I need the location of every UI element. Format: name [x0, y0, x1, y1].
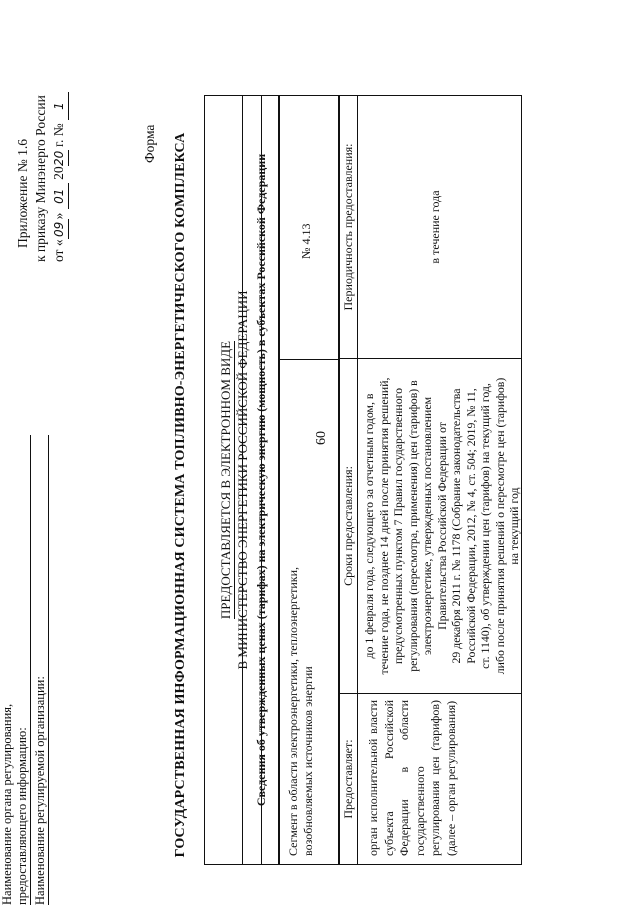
annex-block [14, 92, 69, 262]
deadline-line: Правительства Российской Федерации от [434, 422, 449, 630]
forma-label: Форма [142, 124, 157, 163]
annex-day: 09 [50, 219, 69, 239]
page-number: 60 [314, 431, 329, 445]
annex-number-label: г. № [51, 123, 66, 148]
deadline-line: Российской Федерации, 2012, № 4, ст. 504; 2019, № 11, [463, 388, 478, 664]
regulator-name-field[interactable]: предоставляющего информацию: [15, 435, 31, 905]
header-provider: Предоставляет: [340, 694, 358, 864]
annex-month: 01 [50, 183, 69, 209]
deadline-line: предусмотренных пунктом 7 Правил государственного [391, 387, 405, 665]
annex-order: к приказу Минэнерго России [33, 95, 48, 263]
annex-date-mid: » [51, 212, 66, 220]
deadline-line: регулирования (пересмотра, применения) цен (тарифов) в [405, 380, 420, 672]
info-table [339, 95, 522, 865]
segment-number: № 4.13 [299, 223, 313, 259]
header-deadline: Сроки предоставления: [340, 359, 358, 693]
annex-date-prefix: от « [51, 239, 66, 263]
segment-text: Сегмент в области электроэнергетики, теплоэнергетики, возобновляемых источников энергии [286, 566, 315, 856]
submit-line2: В МИНИСТЕРСТВО ЭНЕРГЕТИКИ РОССИЙСКОЙ ФЕДЕРАЦИИ [235, 290, 250, 670]
deadline-line: на текущий год [507, 487, 521, 565]
main-title: ГОСУДАРСТВЕННАЯ ИНФОРМАЦИОННАЯ СИСТЕМА ТОПЛИВНО-ЭНЕРГЕТИЧЕСКОГО КОМПЛЕКСА [173, 132, 188, 858]
regulated-org-field[interactable]: Наименование регулируемой организации: [33, 435, 49, 905]
segment-box [279, 95, 339, 865]
org-block [0, 435, 49, 905]
deadline-line: течение года, не позднее 14 дней после принятия решений, [376, 377, 391, 675]
deadline-line: до 1 февраля года, следующего за отчетным годом, в [362, 393, 376, 659]
annex-date [50, 92, 69, 262]
deadline-line: 29 декабря 2011 г. № 1178 (Собрание законодательства [449, 388, 463, 664]
segment-divider [280, 359, 338, 360]
deadline-text [362, 361, 522, 691]
provider-text: орган исполнительной власти субъекта Российской Федерации в области государственного регулирования цен (тарифов) (далее – орган регулирования) [366, 700, 458, 856]
annex-year-prefix: 20 [51, 166, 66, 180]
deadline-line: электроэнергетике, утвержденных постановлением [420, 396, 434, 656]
annex-year: 20 [50, 150, 69, 166]
table-divider-2 [340, 358, 521, 359]
submit-line1: ПРЕДОСТАВЛЯЕТСЯ В ЭЛЕКТРОННОМ ВИДЕ [218, 340, 233, 620]
annex-number: 1 [50, 92, 69, 120]
svedeniya-box: Сведения об утвержденных ценах (тарифах) на электрическую энергию (мощность) в субъектах Российской Федерации [242, 95, 279, 865]
regulator-name-label-1: Наименование органа регулирования, [0, 703, 14, 905]
table-divider-1 [340, 693, 521, 694]
annex-title: Приложение № 1.6 [15, 139, 30, 249]
periodicity-text: в течение года [428, 190, 442, 264]
deadline-line: либо после принятия решений о пересмотре цен (тарифов) [492, 377, 507, 675]
deadline-line: ст. 1140), об утверждении цен (тарифов) на текущий год, [478, 383, 492, 669]
header-periodicity: Периодичность предоставления: [340, 96, 358, 358]
